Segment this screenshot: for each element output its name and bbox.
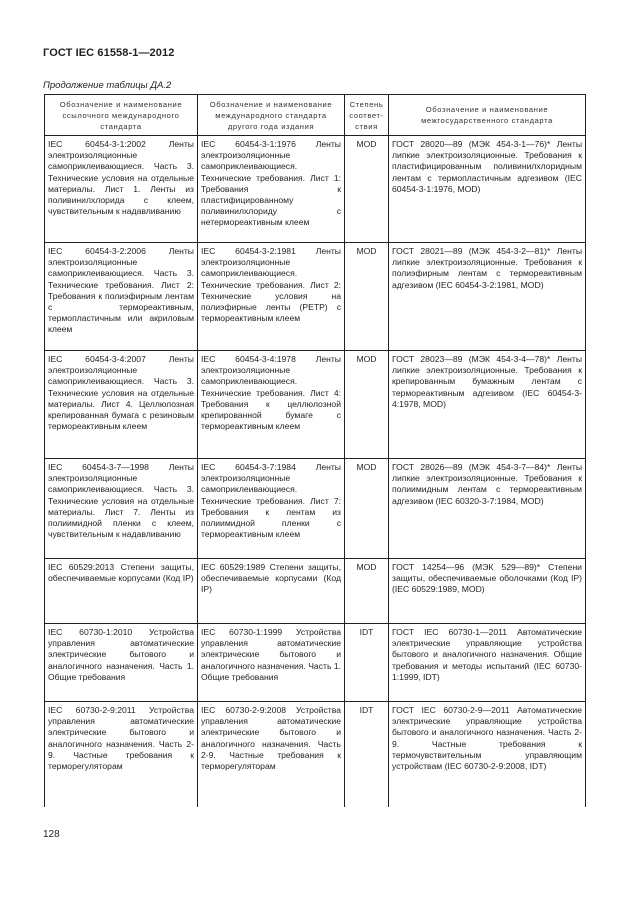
interstate-standard-cell: ГОСТ IEC 60730-2-9—2011 Автоматические электрические управляющие устройства бытового и аналогичного назначения. Часть 2-9. Частные требования к термочувствительным управляющим устройствам (IEC 60730-2-9:2008, IDT) (389, 702, 586, 808)
other-edition-standard-cell: IEC 60730-2-9:2008 Устройства управления автоматические электрические бытового и аналогичного назначения. Часть 2-9. Частные требования к терморегуляторам (198, 702, 345, 808)
other-edition-standard-cell: IEC 60454-3-4:1978 Ленты электроизоляционные самоприклеивающиеся. Технические требования. Лист 4: Требования к целлюлозной крепированной бумаге с термореактивным клеем (198, 351, 345, 459)
degree-cell: MOD (345, 459, 389, 559)
table-caption: Продолжение таблицы ДА.2 (43, 80, 172, 91)
interstate-standard-cell: ГОСТ 28021—89 (МЭК 454-3-2—81)* Ленты липкие электроизоляционные. Требования к полиэфирным лентам с термореактивным адгезивом (IEC 60454-3-2:1981, MOD) (389, 243, 586, 351)
reference-standard-cell: IEC 60529:2013 Степени защиты, обеспечиваемые корпусами (Код IP) (45, 559, 198, 624)
degree-cell: MOD (345, 351, 389, 459)
other-edition-standard-cell: IEC 60730-1:1999 Устройства управления автоматические электрические бытового и аналогичного назначения. Часть 1. Общие требования (198, 624, 345, 702)
column-header-interstate-standard: Обозначение и наименование межгосударственного стандарта (389, 95, 586, 136)
degree-cell: IDT (345, 624, 389, 702)
other-edition-standard-cell: IEC 60529:1989 Степени защиты, обеспечиваемые корпусами (Код IP) (198, 559, 345, 624)
other-edition-standard-cell: IEC 60454-3-7:1984 Ленты электроизоляционные самоприклеивающиеся. Технические требования. Лист 7: Требования к лентам из полиимидной пленки с термореактивным клеем (198, 459, 345, 559)
table-row (45, 559, 586, 624)
reference-standard-cell: IEC 60730-2-9:2011 Устройства управления автоматические электрические бытового и аналогичного назначения. Часть 2-9. Частные требования к терморегуляторам (45, 702, 198, 808)
reference-standard-cell: IEC 60454-3-2:2006 Ленты электроизоляционные самоприклеивающиеся. Часть 3. Технические требования. Лист 2: Требования к полиэфирным лентам с термореактивным, термопластичным или акриловым клеем (45, 243, 198, 351)
degree-cell: MOD (345, 559, 389, 624)
column-header-other-edition-standard: Обозначение и наименование международного стандарта другого года издания (198, 95, 345, 136)
document-title: ГОСТ IEC 61558-1—2012 (43, 47, 175, 59)
interstate-standard-cell: ГОСТ 14254—96 (МЭК 529—89)* Степени защиты, обеспечиваемые оболочками (Код IP) (IEC 60529:1989, MOD) (389, 559, 586, 624)
degree-cell: MOD (345, 136, 389, 243)
standards-table (44, 94, 586, 807)
interstate-standard-cell: ГОСТ IEC 60730-1—2011 Автоматические электрические управляющие устройства бытового и аналогичного назначения. Общие требования и методы испытаний (IEC 60730-1:1999, IDT) (389, 624, 586, 702)
reference-standard-cell: IEC 60730-1:2010 Устройства управления автоматические электрические бытового и аналогичного назначения. Часть 1. Общие требования (45, 624, 198, 702)
interstate-standard-cell: ГОСТ 28026—89 (МЭК 454-3-7—84)* Ленты липкие электроизоляционные. Требования к полиимидным лентам с термореактивным адгезивом (IEC 60320-3-7:1984, MOD) (389, 459, 586, 559)
table-row (45, 351, 586, 459)
other-edition-standard-cell: IEC 60454-3-1:1976 Ленты электроизоляционные самоприклеивающиеся. Технические требования. Лист 1: Требования к пластифицированному поливинилхлориду с нетермореактивным клеем (198, 136, 345, 243)
column-header-degree-of-conformity: Степень соответ-ствия (345, 95, 389, 136)
degree-cell: MOD (345, 243, 389, 351)
table-row (45, 624, 586, 702)
page-number: 128 (43, 829, 60, 840)
table-header-row (45, 95, 586, 136)
degree-cell: IDT (345, 702, 389, 808)
other-edition-standard-cell: IEC 60454-3-2:1981 Ленты электроизоляционные самоприклеивающиеся. Технические требования. Лист 2: Технические условия на полиэфирные ленты (PETP) с термореактивным клеем (198, 243, 345, 351)
interstate-standard-cell: ГОСТ 28020—89 (МЭК 454-3-1—76)* Ленты липкие электроизоляционные. Требования к пластифицированным поливинилхлоридным лентам с термопластичным адгезивом (IEC 60454-3-1:1976, MOD) (389, 136, 586, 243)
reference-standard-cell: IEC 60454-3-4:2007 Ленты электроизоляционные самоприклеивающиеся. Часть 3. Технические условия на отдельные материалы. Лист 4. Целлюлозная крепированная бумага с резиновым термореактивным клеем (45, 351, 198, 459)
interstate-standard-cell: ГОСТ 28023—89 (МЭК 454-3-4—78)* Ленты липкие электроизоляционные. Требования к крепированным бумажным лентам с термореактивным адгезивом (IEC 60454-3-4:1978, MOD) (389, 351, 586, 459)
table-row (45, 702, 586, 808)
reference-standard-cell: IEC 60454-3-7—1998 Ленты электроизоляционные самоприклеивающиеся. Часть 3. Технические условия на отдельные материалы. Лист 7. Ленты из полиимидной пленки с клеем, чувствительным к надавливанию (45, 459, 198, 559)
reference-standard-cell: IEC 60454-3-1:2002 Ленты электроизоляционные самоприклеивающиеся. Часть 3. Технические условия на отдельные материалы. Лист 1. Ленты из поливинилхлорида с клеем, чувствительным к надавливанию (45, 136, 198, 243)
table-row (45, 136, 586, 243)
table-row (45, 243, 586, 351)
column-header-reference-standard: Обозначение и наименование ссылочного международного стандарта (45, 95, 198, 136)
table-row (45, 459, 586, 559)
